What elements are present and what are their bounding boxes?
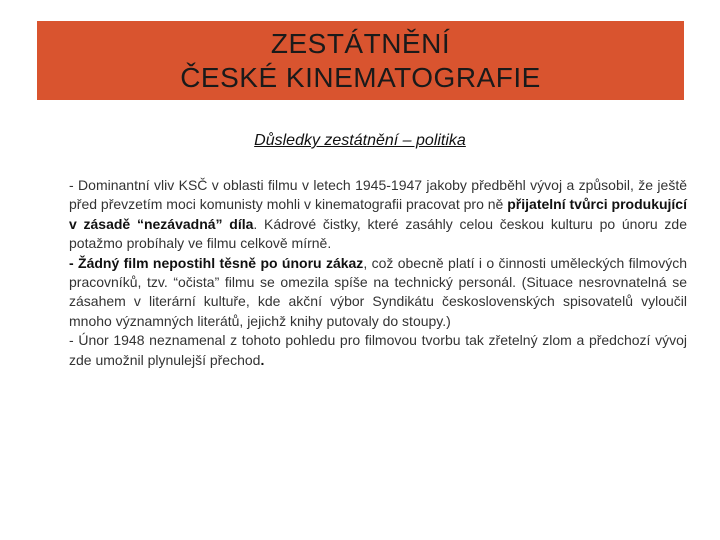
paragraph-3 [69,331,687,370]
paragraph-1-bold: přijatelní tvůrci produkující v zásadě “nezávadná” díla [69,196,687,232]
paragraph-1-text: - Dominantní vliv KSČ v oblasti filmu v letech 1945-1947 jakoby předběhl vývoj a způsobil, že ještě před převzetím moci komunisty mohli v kinematografii pracovat pro ně [69,177,687,213]
slide-subtitle: Důsledky zestátnění – politika [254,132,466,149]
paragraph-2-bold: - Žádný film nepostihl těsně po únoru zákaz [69,254,364,271]
paragraph-3-end: . [260,351,265,368]
paragraph-2 [69,254,687,332]
title-line-2: ČESKÉ KINEMATOGRAFIE [180,61,541,93]
paragraph-3-text: - Únor 1948 neznamenal z tohoto pohledu pro filmovou tvorbu tak zřetelný zlom a předchozí vývoj zde umožnil plynulejší přechod [69,332,687,368]
paragraph-1-end: . Kádrové čistky, které zasáhly celou českou kulturu po únoru zde potažmo probíhaly ve filmu celkově mírně. [69,215,687,252]
title-line-1: ZESTÁTNĚNÍ [270,27,451,59]
title-banner [37,21,684,100]
slide-body [69,176,687,370]
paragraph-2-text: , což obecně platí i o činnosti uměleckých filmových pracovníků, tzv. “očista” filmu se omezila spíše na technický personál. (Situace nesrovnatelná se zásahem v literární kultuře, kde akční výbor Syndikátu československých spisovatelů vyloučil mnoho významných literátů, jejichž knihy putovaly do stoupy.) [69,254,687,329]
paragraph-1 [69,176,687,254]
